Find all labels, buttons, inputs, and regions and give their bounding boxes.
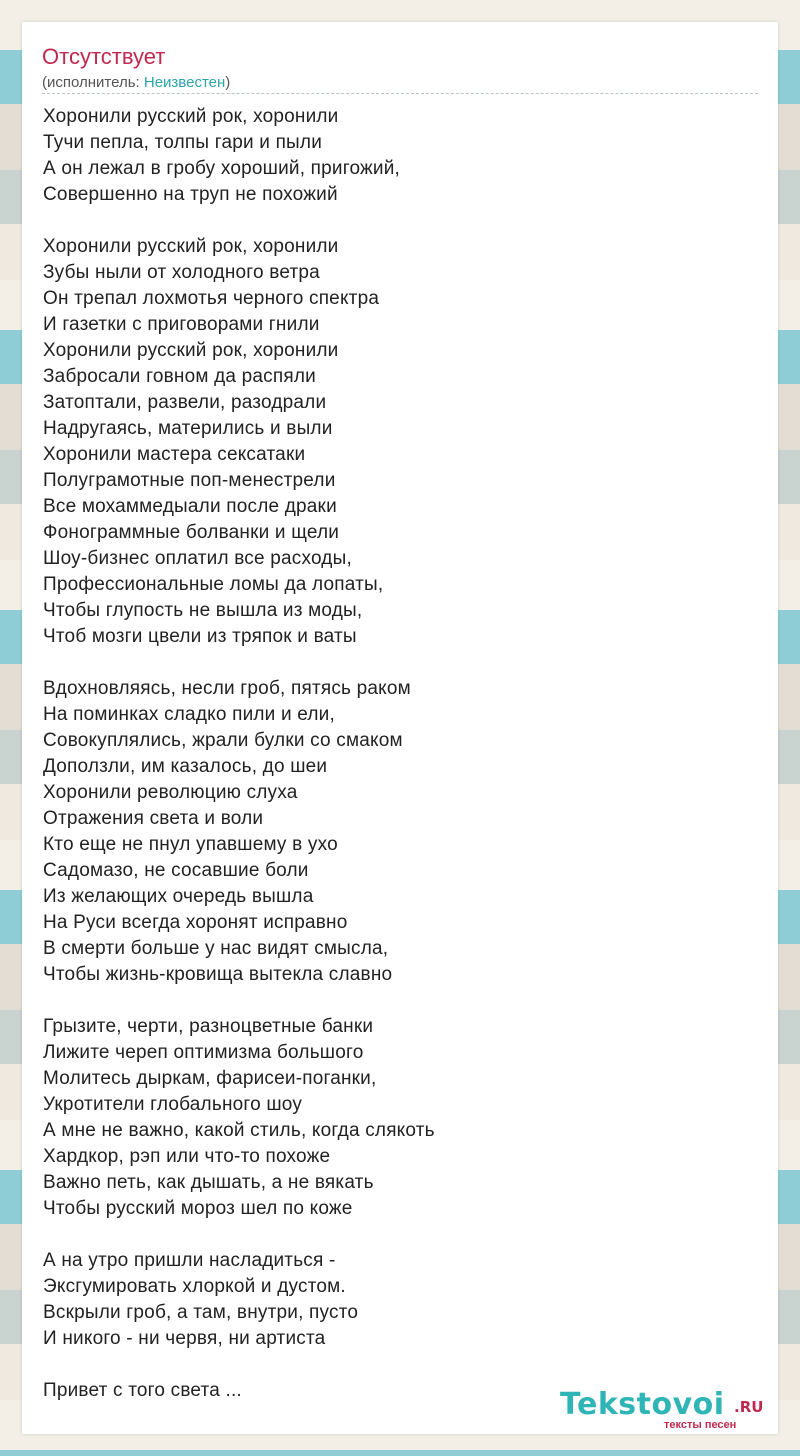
lyrics-line: Затоптали, развели, разодрали: [43, 392, 327, 413]
lyrics-line: Профессиональные ломы да лопаты,: [43, 574, 384, 595]
lyrics-line: И никого - ни червя, ни артиста: [43, 1328, 326, 1349]
lyrics-line: Надругаясь, матерились и выли: [43, 418, 333, 439]
artist-line: [42, 74, 230, 92]
lyrics-stanza: [43, 676, 743, 988]
lyrics-line: А он лежал в гробу хороший, пригожий,: [43, 158, 401, 179]
lyrics-stanza: [43, 1014, 743, 1222]
lyrics-line: Совершенно на труп не похожий: [43, 184, 338, 205]
lyrics-line: А на утро пришли насладиться -: [43, 1250, 336, 1271]
lyrics-line: Зубы ныли от холодного ветра: [43, 262, 320, 283]
lyrics-line: Эксгумировать хлоркой и дустом.: [43, 1276, 346, 1297]
lyrics-line: Доползли, им казалось, до шеи: [43, 756, 328, 777]
lyrics-line: Важно петь, как дышать, а не вякать: [43, 1172, 374, 1193]
lyrics-line: Тучи пепла, толпы гари и пыли: [43, 132, 323, 153]
lyrics-line: Чтобы русский мороз шел по коже: [43, 1198, 353, 1219]
lyrics-line: Забросали говном да распяли: [43, 366, 316, 387]
lyrics-line: Фонограммные болванки и щели: [43, 522, 340, 543]
lyrics-line: Хоронили революцию слуха: [43, 782, 298, 803]
lyrics-line: Хоронили русский рок, хоронили: [43, 236, 339, 257]
logo-domain: .RU: [734, 1398, 764, 1416]
site-logo[interactable]: [560, 1388, 770, 1432]
lyrics-line: На поминках сладко пили и ели,: [43, 704, 335, 725]
lyrics-line: На Руси всегда хоронят исправно: [43, 912, 348, 933]
lyrics-stanza: [43, 234, 743, 650]
lyrics-stanza: [43, 104, 743, 208]
song-title: Отсутствует: [42, 44, 166, 69]
lyrics-line: Из желающих очередь вышла: [43, 886, 314, 907]
artist-link[interactable]: Неизвестен: [143, 74, 226, 91]
lyrics-line: Все мохаммедыали после драки: [43, 496, 337, 517]
lyrics-line: Лижите череп оптимизма большого: [43, 1042, 364, 1063]
logo-tagline: тексты песен: [664, 1419, 737, 1431]
lyrics-stanza: [43, 1248, 743, 1352]
artist-prefix: (исполнитель:: [42, 74, 144, 91]
lyrics-text: [43, 104, 743, 1404]
lyrics-line: Совокуплялись, жрали булки со смаком: [43, 730, 403, 751]
lyrics-line: И газетки с приговорами гнили: [43, 314, 320, 335]
lyrics-line: Полуграмотные поп-менестрели: [43, 470, 336, 491]
artist-suffix: ): [225, 74, 231, 91]
lyrics-line: Молитесь дыркам, фарисеи-поганки,: [43, 1068, 377, 1089]
lyrics-line: Хардкор, рэп или что-то похоже: [43, 1146, 331, 1167]
lyrics-line: Кто еще не пнул упавшему в ухо: [43, 834, 338, 855]
lyrics-line: Хоронили русский рок, хоронили: [43, 106, 339, 127]
lyrics-line: А мне не важно, какой стиль, когда слякоть: [43, 1120, 435, 1141]
lyrics-line: Укротители глобального шоу: [43, 1094, 303, 1115]
lyrics-card: [22, 22, 778, 1434]
lyrics-line: Шоу-бизнес оплатил все расходы,: [43, 548, 352, 569]
lyrics-line: Вскрыли гроб, а там, внутри, пусто: [43, 1302, 359, 1323]
lyrics-line: Он трепал лохмотья черного спектра: [43, 288, 380, 309]
title-divider: [42, 93, 758, 94]
lyrics-line: Грызите, черти, разноцветные банки: [43, 1016, 374, 1037]
lyrics-line: Хоронили мастера сексатаки: [43, 444, 306, 465]
lyrics-line: Чтобы глупость не вышла из моды,: [43, 600, 363, 621]
lyrics-line: Привет с того света ...: [43, 1380, 242, 1401]
lyrics-line: В смерти больше у нас видят смысла,: [43, 938, 389, 959]
lyrics-line: Чтобы жизнь-кровища вытекла славно: [43, 964, 393, 985]
lyrics-line: Вдохновляясь, несли гроб, пятясь раком: [43, 678, 411, 699]
lyrics-line: Хоронили русский рок, хоронили: [43, 340, 339, 361]
lyrics-line: Чтоб мозги цвели из тряпок и ваты: [43, 626, 357, 647]
lyrics-line: Отражения света и воли: [43, 808, 264, 829]
lyrics-line: Садомазо, не сосавшие боли: [43, 860, 309, 881]
logo-wordmark: Tekstovoi: [560, 1387, 725, 1422]
